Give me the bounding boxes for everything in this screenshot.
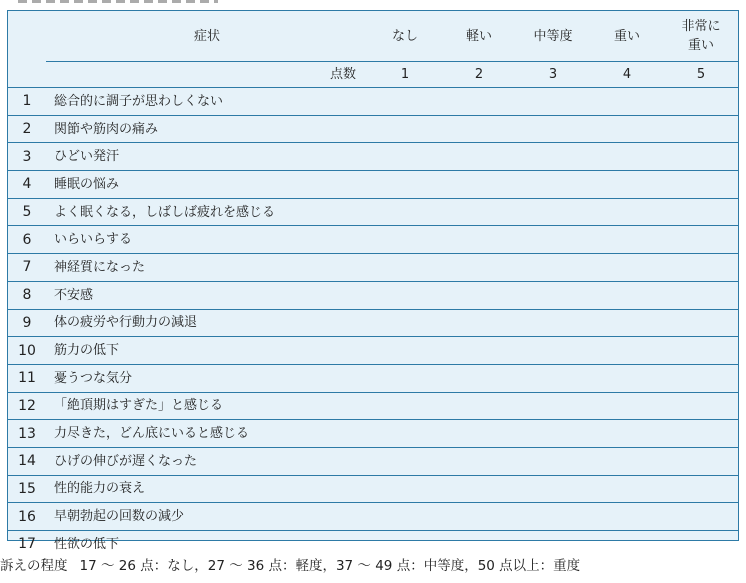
row-number: 3 xyxy=(8,143,46,171)
score-cell-2 xyxy=(442,503,516,531)
footnote-text: 17 ～ 26 点：なし，27 ～ 36 点：軽度，37 ～ 49 点：中等度，50 点以上：重度 xyxy=(79,558,581,574)
score-cell-4 xyxy=(590,226,664,254)
table-row xyxy=(8,503,738,531)
score-cell-3 xyxy=(516,503,590,531)
score-cell-3 xyxy=(516,364,590,392)
table-row xyxy=(8,420,738,448)
header-level-1: なし xyxy=(391,28,418,44)
table-row xyxy=(8,337,738,365)
score-cell-1 xyxy=(368,309,442,337)
header-level-5 xyxy=(664,11,738,62)
score-cell-2 xyxy=(442,88,516,116)
score-cell-1 xyxy=(368,88,442,116)
score-cell-5 xyxy=(664,309,738,337)
header-score-2: 2 xyxy=(442,62,516,88)
score-cell-4 xyxy=(590,475,664,503)
score-cell-4 xyxy=(590,337,664,365)
score-cell-4 xyxy=(590,88,664,116)
score-cell-2 xyxy=(442,254,516,282)
score-cell-4 xyxy=(590,364,664,392)
table-row xyxy=(8,88,738,116)
table-row xyxy=(8,254,738,282)
header-score-5: 5 xyxy=(664,62,738,88)
score-cell-4 xyxy=(590,143,664,171)
score-cell-3 xyxy=(516,254,590,282)
row-number: 11 xyxy=(8,364,46,392)
row-number: 1 xyxy=(8,88,46,116)
table-row xyxy=(8,198,738,226)
score-cell-4 xyxy=(590,254,664,282)
row-symptom: 関節や筋肉の痛み xyxy=(46,115,368,143)
score-cell-2 xyxy=(442,281,516,309)
cut-off-heading xyxy=(0,0,746,10)
score-cell-3 xyxy=(516,475,590,503)
score-cell-3 xyxy=(516,281,590,309)
row-number: 15 xyxy=(8,475,46,503)
table-row xyxy=(8,143,738,171)
score-cell-5 xyxy=(664,226,738,254)
score-cell-1 xyxy=(368,364,442,392)
table-row xyxy=(8,531,738,558)
table-row xyxy=(8,171,738,199)
score-cell-2 xyxy=(442,143,516,171)
score-cell-2 xyxy=(442,115,516,143)
score-cell-3 xyxy=(516,420,590,448)
score-cell-5 xyxy=(664,337,738,365)
score-cell-4 xyxy=(590,420,664,448)
table-row xyxy=(8,226,738,254)
score-cell-2 xyxy=(442,475,516,503)
row-symptom: 憂うつな気分 xyxy=(46,364,368,392)
score-cell-2 xyxy=(442,392,516,420)
score-cell-2 xyxy=(442,447,516,475)
score-cell-4 xyxy=(590,309,664,337)
score-cell-1 xyxy=(368,171,442,199)
score-cell-2 xyxy=(442,171,516,199)
score-cell-2 xyxy=(442,420,516,448)
header-level-3: 中等度 xyxy=(533,28,573,44)
row-symptom: ひげの伸びが遅くなった xyxy=(46,447,368,475)
score-cell-2 xyxy=(442,309,516,337)
score-cell-4 xyxy=(590,198,664,226)
row-symptom: 体の疲労や行動力の減退 xyxy=(46,309,368,337)
score-cell-5 xyxy=(664,143,738,171)
row-symptom: 神経質になった xyxy=(46,254,368,282)
header-level-5-label xyxy=(681,17,720,55)
score-cell-3 xyxy=(516,447,590,475)
row-number: 17 xyxy=(8,531,46,558)
score-cell-1 xyxy=(368,531,442,558)
score-cell-5 xyxy=(664,447,738,475)
table-body xyxy=(8,88,738,558)
row-symptom: 睡眠の悩み xyxy=(46,171,368,199)
header-symptom: 症状 xyxy=(193,28,220,44)
row-number: 16 xyxy=(8,503,46,531)
score-cell-5 xyxy=(664,503,738,531)
score-cell-3 xyxy=(516,143,590,171)
score-cell-2 xyxy=(442,226,516,254)
header-score-1: 1 xyxy=(368,62,442,88)
cut-off-heading-glyphs xyxy=(18,0,218,3)
score-cell-4 xyxy=(590,281,664,309)
table-row xyxy=(8,115,738,143)
footnote-lead: 訴えの程度 xyxy=(0,558,68,574)
row-number: 14 xyxy=(8,447,46,475)
table-row xyxy=(8,309,738,337)
score-cell-3 xyxy=(516,309,590,337)
row-symptom: 性欲の低下 xyxy=(46,531,368,558)
score-cell-5 xyxy=(664,171,738,199)
score-cell-1 xyxy=(368,420,442,448)
score-cell-5 xyxy=(664,198,738,226)
score-cell-2 xyxy=(442,364,516,392)
score-cell-1 xyxy=(368,115,442,143)
symptom-score-table xyxy=(7,10,739,553)
score-cell-4 xyxy=(590,171,664,199)
row-symptom: 性的能力の衰え xyxy=(46,475,368,503)
table-row xyxy=(8,281,738,309)
score-cell-5 xyxy=(664,281,738,309)
header-level-5-line2: 重い xyxy=(687,38,714,53)
score-cell-3 xyxy=(516,198,590,226)
score-cell-5 xyxy=(664,392,738,420)
score-cell-2 xyxy=(442,198,516,226)
row-symptom: 総合的に調子が思わしくない xyxy=(46,88,368,116)
score-cell-5 xyxy=(664,88,738,116)
score-cell-5 xyxy=(664,115,738,143)
row-number: 9 xyxy=(8,309,46,337)
severity-footnote xyxy=(0,558,746,574)
table-row xyxy=(8,475,738,503)
table-row xyxy=(8,447,738,475)
row-number: 5 xyxy=(8,198,46,226)
score-cell-1 xyxy=(368,143,442,171)
score-cell-1 xyxy=(368,337,442,365)
row-number: 8 xyxy=(8,281,46,309)
score-cell-1 xyxy=(368,392,442,420)
score-cell-5 xyxy=(664,254,738,282)
score-cell-4 xyxy=(590,447,664,475)
row-number: 7 xyxy=(8,254,46,282)
row-symptom: 筋力の低下 xyxy=(46,337,368,365)
row-number: 10 xyxy=(8,337,46,365)
score-cell-3 xyxy=(516,115,590,143)
score-cell-3 xyxy=(516,88,590,116)
score-cell-4 xyxy=(590,531,664,558)
score-cell-1 xyxy=(368,447,442,475)
row-number: 6 xyxy=(8,226,46,254)
row-symptom: いらいらする xyxy=(46,226,368,254)
row-number: 2 xyxy=(8,115,46,143)
score-cell-1 xyxy=(368,226,442,254)
row-number: 4 xyxy=(8,171,46,199)
header-level-5-line1: 非常に xyxy=(681,19,721,34)
score-cell-5 xyxy=(664,531,738,558)
row-symptom: 「絶頂期はすぎた」と感じる xyxy=(46,392,368,420)
score-cell-2 xyxy=(442,337,516,365)
header-score-label: 点数 xyxy=(46,62,368,88)
score-cell-3 xyxy=(516,226,590,254)
score-cell-1 xyxy=(368,254,442,282)
score-cell-5 xyxy=(664,475,738,503)
table-row xyxy=(8,392,738,420)
score-cell-3 xyxy=(516,171,590,199)
header-no-cell xyxy=(8,11,46,62)
row-symptom: 力尽きた，どん底にいると感じる xyxy=(46,420,368,448)
row-number: 13 xyxy=(8,420,46,448)
table-row xyxy=(8,364,738,392)
score-cell-3 xyxy=(516,337,590,365)
score-cell-3 xyxy=(516,392,590,420)
header-row-scores xyxy=(8,62,738,88)
header-level-4: 重い xyxy=(613,28,640,44)
score-cell-5 xyxy=(664,420,738,448)
score-cell-1 xyxy=(368,281,442,309)
score-cell-1 xyxy=(368,475,442,503)
score-cell-4 xyxy=(590,392,664,420)
header-row-labels xyxy=(8,11,738,62)
score-cell-4 xyxy=(590,115,664,143)
header-score-no-cell xyxy=(8,62,46,88)
row-number: 12 xyxy=(8,392,46,420)
header-score-3: 3 xyxy=(516,62,590,88)
score-cell-1 xyxy=(368,503,442,531)
score-cell-4 xyxy=(590,503,664,531)
score-cell-1 xyxy=(368,198,442,226)
row-symptom: 不安感 xyxy=(46,281,368,309)
header-level-2: 軽い xyxy=(465,28,492,44)
header-score-4: 4 xyxy=(590,62,664,88)
score-cell-5 xyxy=(664,364,738,392)
row-symptom: 早朝勃起の回数の減少 xyxy=(46,503,368,531)
symptom-table xyxy=(8,11,738,558)
score-cell-3 xyxy=(516,531,590,558)
score-cell-2 xyxy=(442,531,516,558)
row-symptom: ひどい発汗 xyxy=(46,143,368,171)
row-symptom: よく眠くなる，しばしば疲れを感じる xyxy=(46,198,368,226)
